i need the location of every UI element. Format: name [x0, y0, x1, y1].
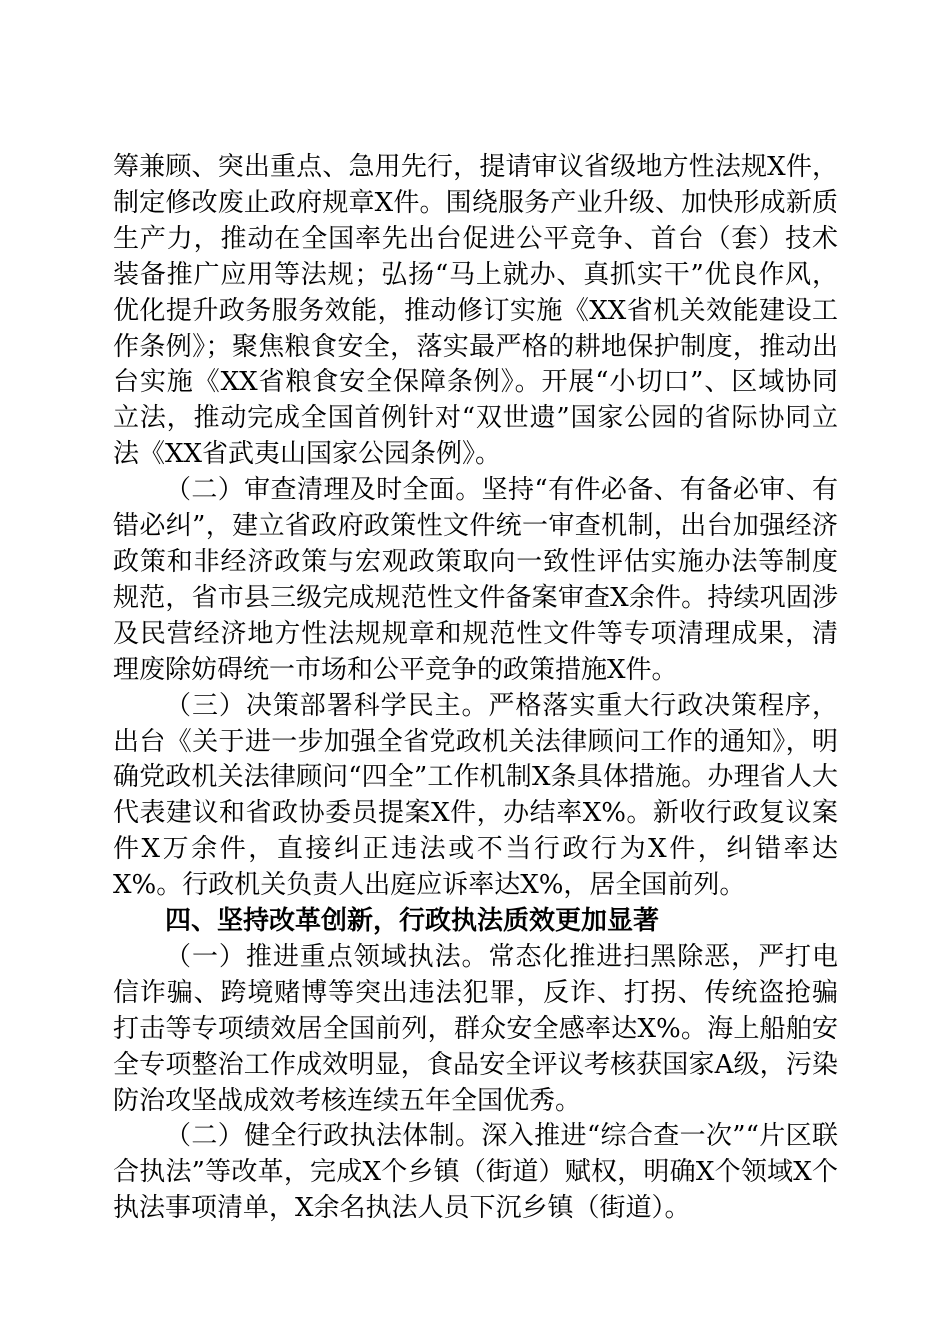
paragraph-decision-making: （三）决策部署科学民主。严格落实重大行政决策程序，出台《关于进一步加强全省党政机关法律顾问工作的通知》，明确党政机关法律顾问“四全”工作机制X条具体措施。办理省人大代表建议和省政协委员提案X件，办结率X%。新收行政复议案件X万余件，直接纠正违法或不当行政行为X件，纠错率达X%。行政机关负责人出庭应诉率达X%，居全国前列。 [113, 690, 838, 901]
paragraph-legislation-continued: 筹兼顾、突出重点、急用先行，提请审议省级地方性法规X件，制定修改废止政府规章X件。围绕服务产业升级、加快形成新质生产力，推动在全国率先出台促进公平竞争、首台（套）技术装备推广应用等法规；弘扬“马上就办、真抓实干”优良作风，优化提升政务服务效能，推动修订实施《XX省机关效能建设工作条例》；聚焦粮食安全，落实最严格的耕地保护制度，推动出台实施《XX省粮食安全保障条例》。开展“小切口”、区域协同立法，推动完成全国首例针对“双世遗”国家公园的省际协同立法《XX省武夷山国家公园条例》。 [113, 152, 838, 470]
paragraph-review-cleanup: （二）审查清理及时全面。坚持“有件必备、有备必审、有错必纠”，建立省政府政策性文件统一审查机制，出台加强经济政策和非经济政策与宏观政策取向一致性评估实施办法等制度规范，省市县三级完成规范性文件备案审查X余件。持续巩固涉及民营经济地方性法规规章和规范性文件等专项清理成果，清理废除妨碍统一市场和公平竞争的政策措施X件。 [113, 475, 838, 685]
document-body [113, 150, 838, 1227]
paragraph-key-area-enforcement: （一）推进重点领域执法。常态化推进扫黑除恶，严打电信诈骗、跨境赌博等突出违法犯罪，反诈、打拐、传统盗抢骗打击等专项绩效居全国前列，群众安全感率达X%。海上船舶安全专项整治工作成效明显，食品安全评议考核获国家A级，污染防治攻坚战成效考核连续五年全国优秀。 [113, 941, 838, 1116]
paragraph-enforcement-system: （二）健全行政执法体制。深入推进“综合查一次”“片区联合执法”等改革，完成X个乡镇（街道）赋权，明确X个领域X个执法事项清单，X余名执法人员下沉乡镇（街道）。 [113, 1121, 838, 1224]
section-heading-four: 四、坚持改革创新，行政执法质效更加显著 [165, 906, 660, 937]
